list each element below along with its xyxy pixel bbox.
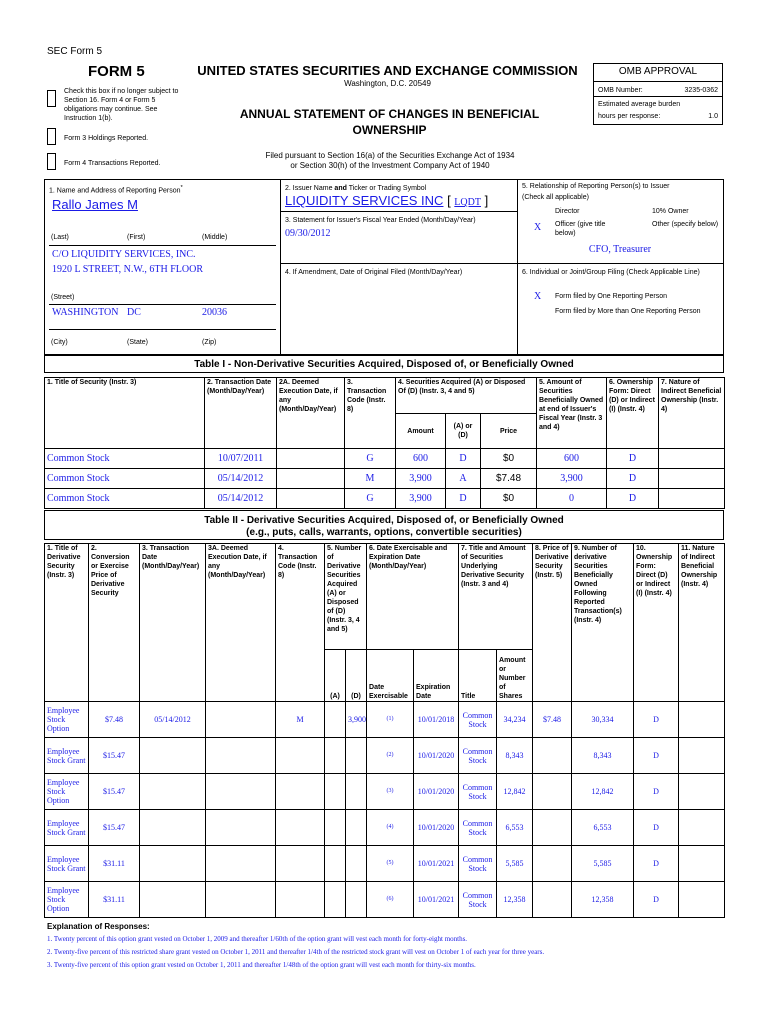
t2-conv-price: $7.48 — [89, 702, 140, 738]
t2-title: Employee Stock Grant — [45, 738, 89, 774]
t1-title: Common Stock — [45, 449, 205, 469]
table-row — [45, 882, 725, 918]
t2-deemed — [206, 810, 276, 846]
omb-hours: 1.0 — [708, 113, 718, 120]
t1-h7: 7. Nature of Indirect Beneficial Ownership (Instr. 4) — [659, 378, 725, 449]
city-label: (City) — [51, 339, 68, 346]
t2-code: M — [276, 702, 325, 738]
t1-h2: 2. Transaction Date (Month/Day/Year) — [205, 378, 277, 449]
t2-title: Employee Stock Grant — [45, 846, 89, 882]
t2-exp: 10/01/2020 — [414, 738, 459, 774]
t2-date — [140, 882, 206, 918]
t1-date: 05/14/2012 — [205, 489, 277, 509]
t2-nature — [679, 810, 725, 846]
t2-underlying-title: Common Stock — [459, 810, 497, 846]
t2-underlying-title: Common Stock — [459, 702, 497, 738]
t1-ad: D — [446, 449, 481, 469]
form3-checkbox[interactable] — [47, 128, 56, 145]
one-person-label: Form filed by One Reporting Person — [555, 293, 668, 300]
t1-h1: 1. Title of Security (Instr. 3) — [45, 378, 205, 449]
table-row — [45, 738, 725, 774]
box2-label: 2. Issuer Name and Ticker or Trading Symbol — [285, 185, 427, 192]
omb-burden-label: Estimated average burden — [598, 101, 681, 108]
other-label: Other (specify below) — [652, 221, 719, 228]
t1-owned: 3,900 — [537, 469, 607, 489]
no-longer-subject-checkbox[interactable] — [47, 90, 56, 107]
t2-a — [325, 846, 346, 882]
more-person-label: Form filed by More than One Reporting Person — [555, 308, 701, 315]
t1-h3: 3. Transaction Code (Instr. 8) — [345, 378, 396, 449]
first-label: (First) — [127, 234, 146, 241]
t1-amount: 3,900 — [396, 469, 446, 489]
t1-h4c: Price — [481, 414, 537, 449]
t2-deemed — [206, 702, 276, 738]
t2-form: D — [634, 702, 679, 738]
t2-owned: 30,334 — [572, 702, 634, 738]
t2-underlying-title: Common Stock — [459, 846, 497, 882]
t2-owned: 8,343 — [572, 738, 634, 774]
t2-deemed — [206, 738, 276, 774]
t2-underlying-amount: 12,842 — [497, 774, 533, 810]
footnote-3: 3. Twenty-five percent of this option grant vested on October 1, 2011 and thereafter 1/48th of the option grant will vest each month for thirty-six months. — [47, 961, 476, 969]
t2-title: Employee Stock Option — [45, 882, 89, 918]
omb-number: 3235-0362 — [684, 87, 718, 94]
t2-code — [276, 774, 325, 810]
t2-exp: 10/01/2021 — [414, 882, 459, 918]
t1-ad: D — [446, 489, 481, 509]
issuer-name[interactable]: LIQUIDITY SERVICES INC [ LQDT ] — [285, 193, 489, 208]
t2-d: 3,900 — [346, 702, 367, 738]
t2-underlying-title: Common Stock — [459, 774, 497, 810]
t1-h2a: 2A. Deemed Execution Date, if any (Month/Day/Year) — [277, 378, 345, 449]
t2-code — [276, 846, 325, 882]
t1-nature — [659, 469, 725, 489]
t2-deriv-price — [533, 846, 572, 882]
officer-label: Officer (give title below) — [555, 221, 606, 237]
t2-exp: 10/01/2020 — [414, 774, 459, 810]
t2-exp: 10/01/2021 — [414, 846, 459, 882]
t2-underlying-amount: 6,553 — [497, 810, 533, 846]
t2-form: D — [634, 774, 679, 810]
t2-exp: 10/01/2020 — [414, 810, 459, 846]
t2-conv-price: $15.47 — [89, 810, 140, 846]
footnote-1: 1. Twenty percent of this option grant vested on October 1, 2009 and thereafter 1/60th of the option grant will vest each month for forty-eight months. — [47, 935, 468, 943]
table-row — [45, 449, 725, 469]
ten-percent-owner-label: 10% Owner — [652, 208, 689, 215]
reporting-person-name[interactable]: Rallo James M — [52, 197, 138, 212]
t1-price: $7.48 — [481, 469, 537, 489]
t2-h2: 2. Conversion or Exercise Price of Derivative Security — [89, 544, 140, 702]
address-line-1: C/O LIQUIDITY SERVICES, INC. — [52, 249, 196, 260]
t2-h3: 3. Transaction Date (Month/Day/Year) — [140, 544, 206, 702]
t2-s-exp: Expiration Date — [414, 650, 459, 702]
t2-h11: 11. Nature of Indirect Beneficial Ownership (Instr. 4) — [679, 544, 725, 702]
box5-label: 5. Relationship of Reporting Person(s) to Issuer — [522, 183, 670, 190]
t2-d — [346, 846, 367, 882]
city-value: WASHINGTON — [52, 307, 119, 318]
t2-h6: 6. Date Exercisable and Expiration Date (Month/Day/Year) — [367, 544, 459, 650]
t1-amount: 600 — [396, 449, 446, 469]
officer-title: CFO, Treasurer — [588, 244, 652, 255]
t2-deriv-price — [533, 738, 572, 774]
t2-conv-price: $31.11 — [89, 882, 140, 918]
t1-deemed — [277, 449, 345, 469]
omb-title: OMB APPROVAL — [618, 66, 698, 77]
t2-underlying-amount: 12,358 — [497, 882, 533, 918]
t1-date: 10/07/2011 — [205, 449, 277, 469]
t2-underlying-amount: 5,585 — [497, 846, 533, 882]
zip-label: (Zip) — [202, 339, 217, 346]
t2-exp: 10/01/2018 — [414, 702, 459, 738]
t2-conv-price: $15.47 — [89, 774, 140, 810]
t1-form: D — [607, 489, 659, 509]
t2-deriv-price: $7.48 — [533, 702, 572, 738]
t2-deemed — [206, 846, 276, 882]
box1-label: 1. Name and Address of Reporting Person* — [49, 185, 183, 195]
table-row — [45, 702, 725, 738]
agency-title: UNITED STATES SECURITIES AND EXCHANGE COMMISSION — [197, 63, 578, 78]
t2-a — [325, 882, 346, 918]
t2-owned: 12,842 — [572, 774, 634, 810]
table2-subtitle: (e.g., puts, calls, warrants, options, convertible securities) — [246, 527, 522, 538]
t1-form: D — [607, 469, 659, 489]
t2-conv-price: $31.11 — [89, 846, 140, 882]
form-title: FORM 5 — [88, 63, 145, 80]
t2-nature — [679, 738, 725, 774]
t1-title: Common Stock — [45, 489, 205, 509]
t2-code — [276, 810, 325, 846]
t2-date-ex: (2) — [367, 738, 414, 774]
t2-h10: 10. Ownership Form: Direct (D) or Indirect (I) (Instr. 4) — [634, 544, 679, 702]
box3-label: 3. Statement for Issuer's Fiscal Year Ended (Month/Day/Year) — [285, 217, 476, 224]
director-label: Director — [555, 208, 580, 215]
t2-h1: 1. Title of Derivative Security (Instr. 3) — [45, 544, 89, 702]
t2-a — [325, 702, 346, 738]
t2-form: D — [634, 846, 679, 882]
t2-a — [325, 738, 346, 774]
t2-deemed — [206, 882, 276, 918]
t2-owned: 5,585 — [572, 846, 634, 882]
t2-date-ex: (1) — [367, 702, 414, 738]
street-label: (Street) — [51, 294, 75, 301]
form4-label: Form 4 Transactions Reported. — [64, 160, 161, 167]
t2-date-ex: (6) — [367, 882, 414, 918]
t2-sd: (D) — [346, 650, 367, 702]
t1-price: $0 — [481, 489, 537, 509]
table-row — [45, 469, 725, 489]
statement-title: ANNUAL STATEMENT OF CHANGES IN BENEFICIAL OWNERSHIP — [239, 107, 540, 137]
t2-underlying-title: Common Stock — [459, 738, 497, 774]
t2-title: Employee Stock Option — [45, 774, 89, 810]
t2-form: D — [634, 738, 679, 774]
t1-title: Common Stock — [45, 469, 205, 489]
t2-underlying-amount: 8,343 — [497, 738, 533, 774]
t1-deemed — [277, 469, 345, 489]
t1-amount: 3,900 — [396, 489, 446, 509]
t2-form: D — [634, 882, 679, 918]
sec-form-label: SEC Form 5 — [47, 46, 103, 57]
box5-sub: (Check all applicable) — [522, 194, 589, 201]
t2-nature — [679, 774, 725, 810]
t2-underlying-title: Common Stock — [459, 882, 497, 918]
table1 — [44, 377, 725, 509]
one-person-mark[interactable]: X — [534, 291, 542, 302]
explanation-title: Explanation of Responses: — [47, 922, 150, 931]
t2-owned: 12,358 — [572, 882, 634, 918]
t2-deriv-price — [533, 882, 572, 918]
t1-h4a: Amount — [396, 414, 446, 449]
t2-d — [346, 882, 367, 918]
t1-nature — [659, 489, 725, 509]
t2-h4: 4. Transaction Code (Instr. 8) — [276, 544, 325, 702]
t2-date: 05/14/2012 — [140, 702, 206, 738]
t1-owned: 600 — [537, 449, 607, 469]
t2-deriv-price — [533, 810, 572, 846]
t1-h6: 6. Ownership Form: Direct (D) or Indirect (I) (Instr. 4) — [607, 378, 659, 449]
t1-code: M — [345, 469, 396, 489]
t2-h3a: 3A. Deemed Execution Date, if any (Month/Day/Year) — [206, 544, 276, 702]
box4-label: 4. If Amendment, Date of Original Filed (Month/Day/Year) — [285, 269, 463, 276]
table2 — [44, 543, 725, 918]
t2-deemed — [206, 774, 276, 810]
form3-label: Form 3 Holdings Reported. — [64, 135, 149, 142]
table-row — [45, 489, 725, 509]
t1-date: 05/14/2012 — [205, 469, 277, 489]
table-row — [45, 774, 725, 810]
address-line-2: 1920 L STREET, N.W., 6TH FLOOR — [52, 264, 204, 275]
t2-s-title: Title — [459, 650, 497, 702]
t2-form: D — [634, 810, 679, 846]
t2-title: Employee Stock Grant — [45, 810, 89, 846]
t1-nature — [659, 449, 725, 469]
middle-label: (Middle) — [202, 234, 228, 241]
table-row — [45, 810, 725, 846]
t2-h5: 5. Number of Derivative Securities Acquired (A) or Disposed of (D) (Instr. 3, 4 and 5) — [325, 544, 367, 650]
t2-date — [140, 774, 206, 810]
t1-deemed — [277, 489, 345, 509]
form4-checkbox[interactable] — [47, 153, 56, 170]
t2-s-date-ex: Date Exercisable — [367, 650, 414, 702]
t2-s-amount: Amount or Number of Shares — [497, 650, 533, 702]
t2-a — [325, 774, 346, 810]
t1-code: G — [345, 449, 396, 469]
t2-date — [140, 810, 206, 846]
zip-value: 20036 — [202, 307, 227, 318]
state-value: DC — [127, 307, 141, 318]
t1-h5: 5. Amount of Securities Beneficially Owned at end of Issuer's Fiscal Year (Instr. 3 and 4) — [537, 378, 607, 449]
t2-code — [276, 882, 325, 918]
t1-owned: 0 — [537, 489, 607, 509]
t2-h7: 7. Title and Amount of Securities Underlying Derivative Security (Instr. 3 and 4) — [459, 544, 533, 650]
t1-code: G — [345, 489, 396, 509]
t2-date — [140, 738, 206, 774]
t1-ad: A — [446, 469, 481, 489]
t2-nature — [679, 846, 725, 882]
t2-h9: 9. Number of derivative Securities Beneficially Owned Following Reported Transaction(s) (Instr. 4) — [572, 544, 634, 702]
omb-hours-label: hours per response: — [598, 113, 661, 120]
table2-title: Table II - Derivative Securities Acquired, Disposed of, or Beneficially Owned — [204, 515, 564, 526]
t2-conv-price: $15.47 — [89, 738, 140, 774]
t2-nature — [679, 702, 725, 738]
t2-d — [346, 810, 367, 846]
filed-pursuant-2: or Section 30(h) of the Investment Company Act of 1940 — [290, 161, 490, 170]
last-label: (Last) — [51, 234, 69, 241]
t2-date-ex: (5) — [367, 846, 414, 882]
t2-h8: 8. Price of Derivative Security (Instr. 5) — [533, 544, 572, 702]
table1-title: Table I - Non-Derivative Securities Acquired, Disposed of, or Beneficially Owned — [194, 359, 574, 370]
box6-label: 6. Individual or Joint/Group Filing (Check Applicable Line) — [522, 269, 700, 276]
t2-title: Employee Stock Option — [45, 702, 89, 738]
t2-a — [325, 810, 346, 846]
fiscal-year-end: 09/30/2012 — [285, 228, 331, 239]
t1-price: $0 — [481, 449, 537, 469]
omb-number-label: OMB Number: — [598, 87, 643, 94]
table-row — [45, 846, 725, 882]
t2-date-ex: (3) — [367, 774, 414, 810]
t2-underlying-amount: 34,234 — [497, 702, 533, 738]
footnote-2: 2. Twenty-five percent of this restricted share grant vested on October 1, 2011 and thereafter 1/4th of the restricted stock grant will vest on October 1 of each year for three years. — [47, 948, 545, 956]
t2-d — [346, 774, 367, 810]
t2-date — [140, 846, 206, 882]
officer-mark[interactable]: X — [534, 222, 542, 233]
t2-d — [346, 738, 367, 774]
t2-deriv-price — [533, 774, 572, 810]
agency-city: Washington, D.C. 20549 — [344, 79, 431, 88]
state-label: (State) — [127, 339, 149, 346]
t2-code — [276, 738, 325, 774]
no-longer-subject-label: Check this box if no longer subject to Section 16. Form 4 or Form 5 obligations may continue. See Instruction 1(b). — [64, 88, 179, 122]
t2-owned: 6,553 — [572, 810, 634, 846]
t2-nature — [679, 882, 725, 918]
t1-form: D — [607, 449, 659, 469]
t2-date-ex: (4) — [367, 810, 414, 846]
t1-h4b: (A) or (D) — [446, 414, 481, 449]
t2-sa: (A) — [325, 650, 346, 702]
filed-pursuant: Filed pursuant to Section 16(a) of the Securities Exchange Act of 1934 — [265, 151, 515, 160]
t1-h4: 4. Securities Acquired (A) or Disposed Of (D) (Instr. 3, 4 and 5) — [396, 378, 537, 414]
